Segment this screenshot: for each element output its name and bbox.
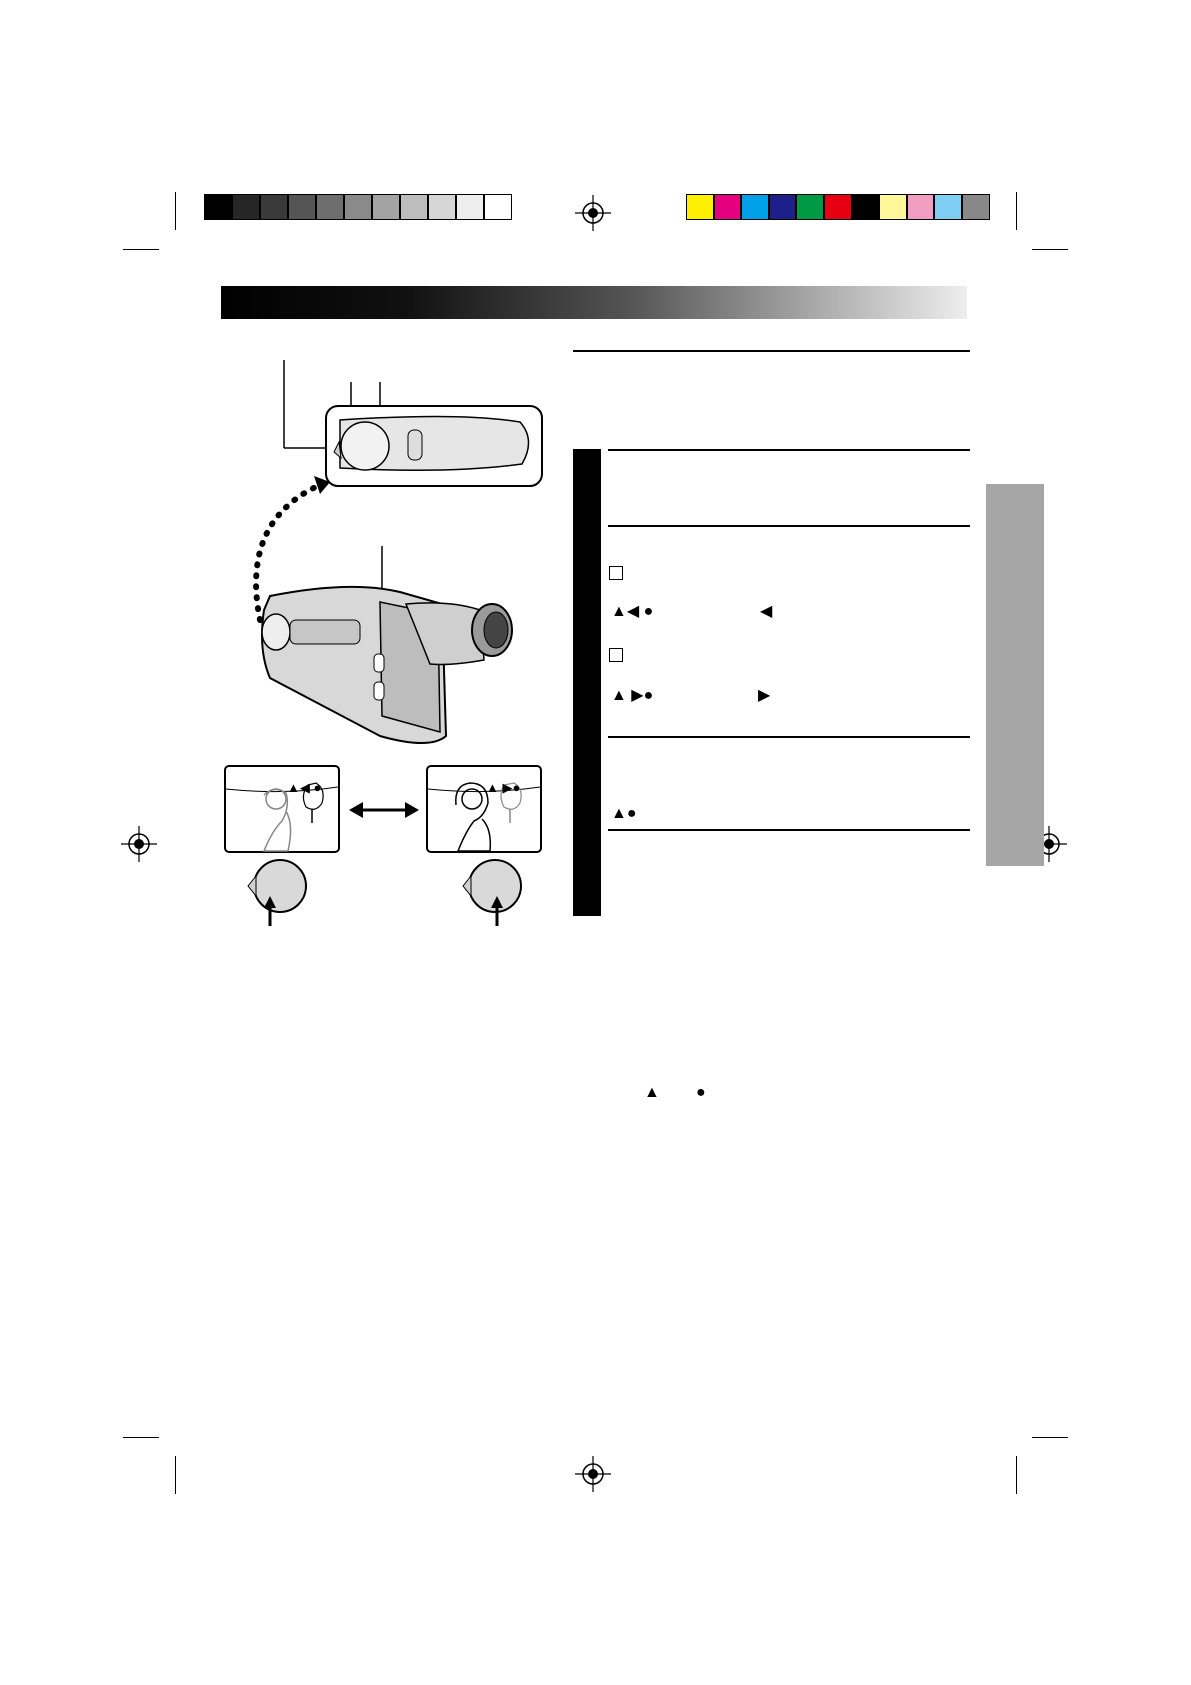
viewfinder-screen-left <box>224 765 340 853</box>
color-swatch <box>484 194 512 220</box>
registration-mark-icon <box>575 1456 611 1492</box>
color-swatch <box>962 194 990 220</box>
color-swatch <box>686 194 714 220</box>
mountain-icon: ▲ <box>644 1084 660 1101</box>
crop-mark <box>123 249 159 250</box>
section-rule <box>608 449 970 451</box>
zoom-lever-right <box>459 856 529 926</box>
screen-indicator-right: ▲ ▶● <box>486 780 521 795</box>
crop-mark <box>1032 1437 1068 1438</box>
backlight-indicator-right: ▲ ▶● <box>611 687 654 704</box>
person-icon: ● <box>696 1084 706 1101</box>
step-checkbox <box>609 648 623 662</box>
arrow-indicator-left: ◀ <box>760 603 773 620</box>
backlight-indicator-left: ▲◀ ● <box>611 603 654 620</box>
section-rule <box>608 829 970 831</box>
crop-mark <box>1032 249 1068 250</box>
color-swatch <box>260 194 288 220</box>
registration-mark-icon <box>121 826 157 862</box>
color-swatch <box>741 194 769 220</box>
color-swatch <box>316 194 344 220</box>
color-swatch <box>372 194 400 220</box>
screen-indicator-left: ▲◀ ● <box>287 780 322 795</box>
color-swatch <box>824 194 852 220</box>
zoom-lever-left <box>244 856 314 926</box>
side-tab <box>986 484 1044 866</box>
section-rule <box>608 525 970 527</box>
color-swatch <box>232 194 260 220</box>
crop-mark <box>123 1437 159 1438</box>
color-swatch <box>879 194 907 220</box>
header-gradient-bar <box>221 286 967 319</box>
crop-mark <box>175 1456 176 1494</box>
color-swatch <box>288 194 316 220</box>
color-swatch <box>456 194 484 220</box>
color-swatch <box>907 194 935 220</box>
crop-mark <box>1016 1456 1017 1494</box>
color-swatch <box>934 194 962 220</box>
color-swatch <box>428 194 456 220</box>
backlight-indicator-off: ▲● <box>611 805 637 822</box>
color-swatch <box>714 194 742 220</box>
arrow-indicator-right: ▶ <box>758 687 771 704</box>
step-index-bar <box>573 449 601 916</box>
double-arrow-icon <box>349 800 419 820</box>
color-swatch <box>796 194 824 220</box>
color-swatch <box>400 194 428 220</box>
crop-mark <box>1016 192 1017 230</box>
color-swatch <box>852 194 880 220</box>
viewfinder-screen-right <box>426 765 542 853</box>
color-swatch <box>204 194 232 220</box>
camcorder-illustration <box>230 360 550 760</box>
color-swatch <box>769 194 797 220</box>
color-swatch <box>344 194 372 220</box>
section-rule <box>608 736 970 738</box>
crop-mark <box>175 192 176 230</box>
registration-mark-icon <box>575 195 611 231</box>
section-rule <box>573 350 970 352</box>
step-checkbox <box>609 566 623 580</box>
